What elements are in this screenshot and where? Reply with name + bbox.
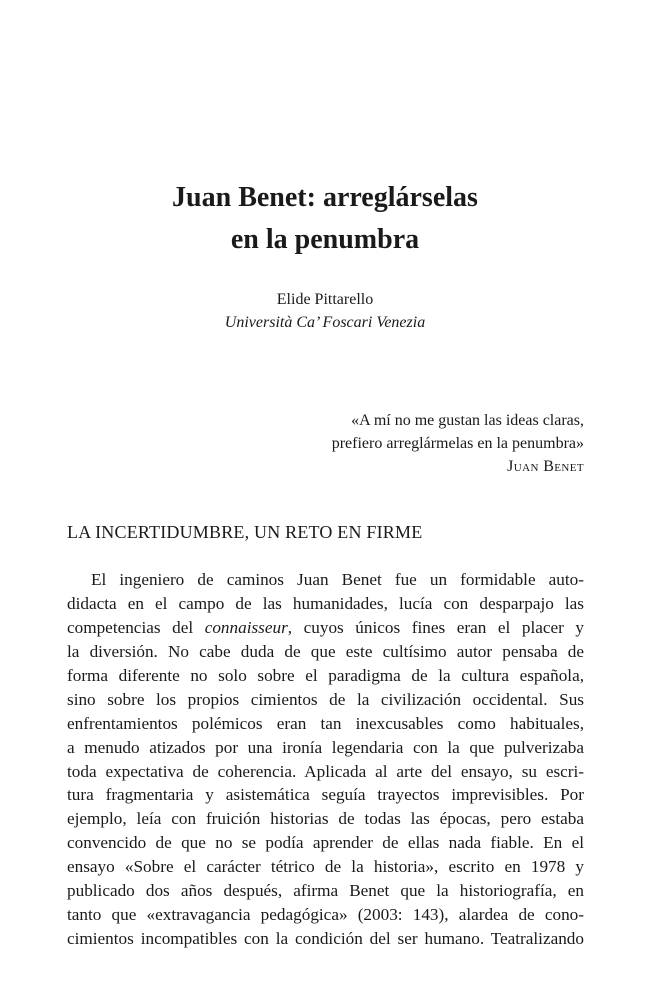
paragraph-line: cimientos incompatibles con la condición del ser humano. Teatralizando xyxy=(67,929,584,949)
epigraph-line: «A mí no me gustan las ideas claras, xyxy=(351,412,584,429)
paragraph-line: tanto que «extravagancia pedagógica» (2003: 143), alardea de cono- xyxy=(67,905,584,925)
body-paragraph xyxy=(67,568,584,951)
article-title-line-2: en la penumbra xyxy=(230,224,420,255)
paragraph-line: toda expectativa de coherencia. Aplicada al arte del ensayo, su escri- xyxy=(67,761,584,781)
epigraph-line: prefiero arreglármelas en la penumbra» xyxy=(331,435,584,452)
paragraph-line: convencido de que no se podía aprender de ellas nada fiable. En el xyxy=(67,833,584,853)
epigraph xyxy=(332,409,584,478)
paragraph-text: competencias del xyxy=(67,617,205,637)
section-heading: LA INCERTIDUMBRE, UN RETO EN FIRME xyxy=(67,522,423,542)
epigraph-attribution: Juan Benet xyxy=(507,458,584,475)
author-name: Elide Pittarello xyxy=(276,291,374,308)
paragraph-text: , cuyos únicos fines eran el placer y xyxy=(287,617,584,637)
emphasis-term: connaisseur xyxy=(204,617,288,637)
paragraph-line: sino sobre los propios cimientos de la civilización occidental. Sus xyxy=(67,689,584,709)
paragraph-line: la diversión. No cabe duda de que este cultísimo autor pensaba de xyxy=(67,641,584,661)
author-affiliation: Università Ca’ Foscari Venezia xyxy=(224,314,426,331)
paragraph-line: El ingeniero de caminos Juan Benet fue un formidable auto- xyxy=(91,570,584,589)
paragraph-line: didacta en el campo de las humanidades, lucía con desparpajo las xyxy=(67,593,584,613)
paragraph-line: a menudo atizados por una ironía legendaria con la que pulverizaba xyxy=(67,737,584,757)
paragraph-line: enfrentamientos polémicos eran tan inexcusables como habituales, xyxy=(67,713,584,733)
paragraph-line: tura fragmentaria y asistemática seguía trayectos imprevisibles. Por xyxy=(67,785,584,805)
article-title-line-1: Juan Benet: arreglárselas xyxy=(172,182,478,213)
paragraph-line: forma diferente no solo sobre el paradigma de la cultura española, xyxy=(67,665,584,685)
paragraph-line: ensayo «Sobre el carácter tétrico de la historia», escrito en 1978 y xyxy=(67,857,584,877)
paragraph-line xyxy=(67,616,584,640)
paragraph-line: publicado dos años después, afirma Benet que la historiografía, en xyxy=(67,881,584,901)
paragraph-line: ejemplo, leía con fruición historias de todas las épocas, pero estaba xyxy=(67,809,584,829)
